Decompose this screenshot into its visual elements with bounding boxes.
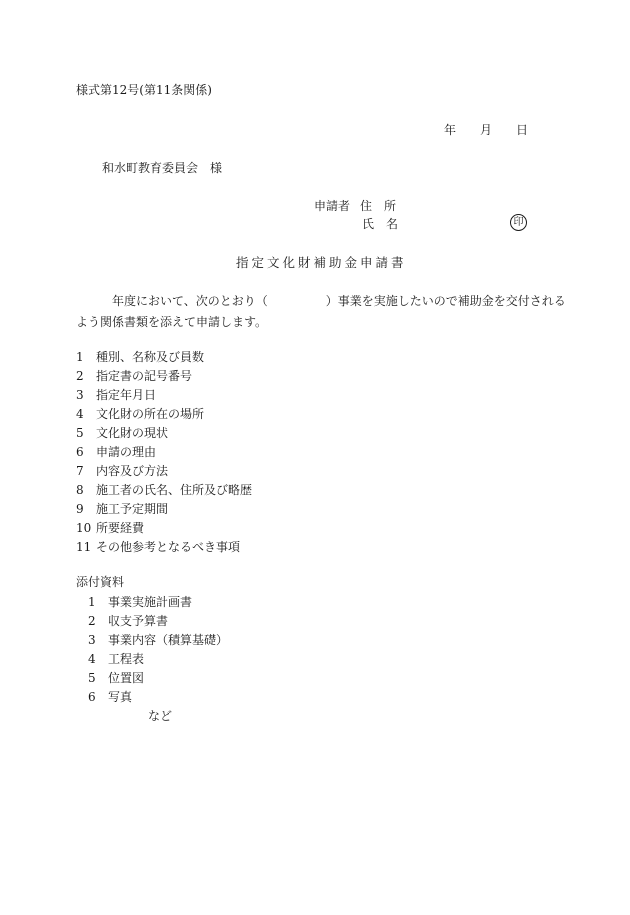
- attachment-number: 6: [88, 690, 96, 704]
- item-number: 4: [76, 407, 84, 421]
- item-label: 施工者の氏名、住所及び略歴: [96, 483, 253, 497]
- form-number: 様式第12号(第11条関係): [76, 83, 212, 97]
- date-month-label: 月: [480, 123, 493, 137]
- item-label: 施工予定期間: [96, 502, 169, 516]
- item-number: 11: [76, 540, 92, 554]
- item-label: 種別、名称及び員数: [96, 350, 205, 364]
- item-number: 3: [76, 388, 84, 402]
- attachment-number: 2: [88, 614, 96, 628]
- item-label: 所要経費: [96, 521, 145, 535]
- list-item: [76, 519, 252, 538]
- applicant-address-row: [314, 198, 396, 214]
- attachment-label: 事業内容（積算基礎）: [108, 633, 229, 647]
- addressee-name: 和水町教育委員会: [102, 161, 199, 175]
- list-item: [76, 424, 252, 443]
- list-item: [88, 631, 228, 650]
- item-number: 6: [76, 445, 84, 459]
- attachment-label: 位置図: [108, 671, 145, 685]
- item-label: 文化財の現状: [96, 426, 169, 440]
- document-title: 指定文化財補助金申請書: [236, 255, 407, 270]
- body-paragraph: [76, 291, 566, 333]
- list-item: [76, 405, 252, 424]
- attachment-number: 5: [88, 671, 96, 685]
- attachment-number: 4: [88, 652, 96, 666]
- list-item: [88, 669, 228, 688]
- name-label: 氏 名: [362, 217, 399, 231]
- item-number: 7: [76, 464, 84, 478]
- attachment-label: 事業実施計画書: [108, 595, 193, 609]
- list-item: [76, 367, 252, 386]
- item-number: 1: [76, 350, 84, 364]
- item-label: 文化財の所在の場所: [96, 407, 205, 421]
- item-label: 指定書の記号番号: [96, 369, 193, 383]
- item-label: 指定年月日: [96, 388, 157, 402]
- date-day-label: 日: [516, 123, 529, 137]
- body-text-part1: 年度において、次のとおり（: [112, 294, 268, 308]
- addressee: [102, 160, 222, 176]
- attachment-number: 3: [88, 633, 96, 647]
- applicant-name-row: [362, 216, 398, 232]
- date-line: [444, 122, 528, 138]
- item-label: 内容及び方法: [96, 464, 169, 478]
- list-item: [76, 462, 252, 481]
- list-item: [76, 538, 252, 557]
- seal-mark: 印: [510, 214, 527, 231]
- item-label: その他参考となるべき事項: [96, 540, 241, 554]
- item-number: 8: [76, 483, 84, 497]
- list-item: [76, 500, 252, 519]
- list-item: [76, 348, 252, 367]
- list-item: [76, 443, 252, 462]
- attachments-heading: 添付資料: [76, 575, 125, 589]
- address-label: 住 所: [360, 199, 397, 213]
- list-item: [76, 386, 252, 405]
- attachments-etc: など: [148, 709, 173, 723]
- attachment-label: 収支予算書: [108, 614, 169, 628]
- list-item: [88, 650, 228, 669]
- list-item: [88, 688, 228, 707]
- item-list: [76, 348, 252, 557]
- body-text-part2: ）事業を実施したいので補助金を交付されるよう関係書類を添えて申請します。: [76, 294, 566, 329]
- item-number: 10: [76, 521, 92, 535]
- item-number: 2: [76, 369, 84, 383]
- attachment-label: 写真: [108, 690, 133, 704]
- list-item: [88, 593, 228, 612]
- item-label: 申請の理由: [96, 445, 157, 459]
- addressee-honorific: 様: [210, 161, 223, 175]
- attachment-list: [88, 593, 228, 707]
- date-year-label: 年: [444, 123, 457, 137]
- list-item: [88, 612, 228, 631]
- item-number: 9: [76, 502, 84, 516]
- list-item: [76, 481, 252, 500]
- attachment-number: 1: [88, 595, 96, 609]
- item-number: 5: [76, 426, 84, 440]
- attachment-label: 工程表: [108, 652, 145, 666]
- applicant-label: 申請者: [314, 199, 351, 213]
